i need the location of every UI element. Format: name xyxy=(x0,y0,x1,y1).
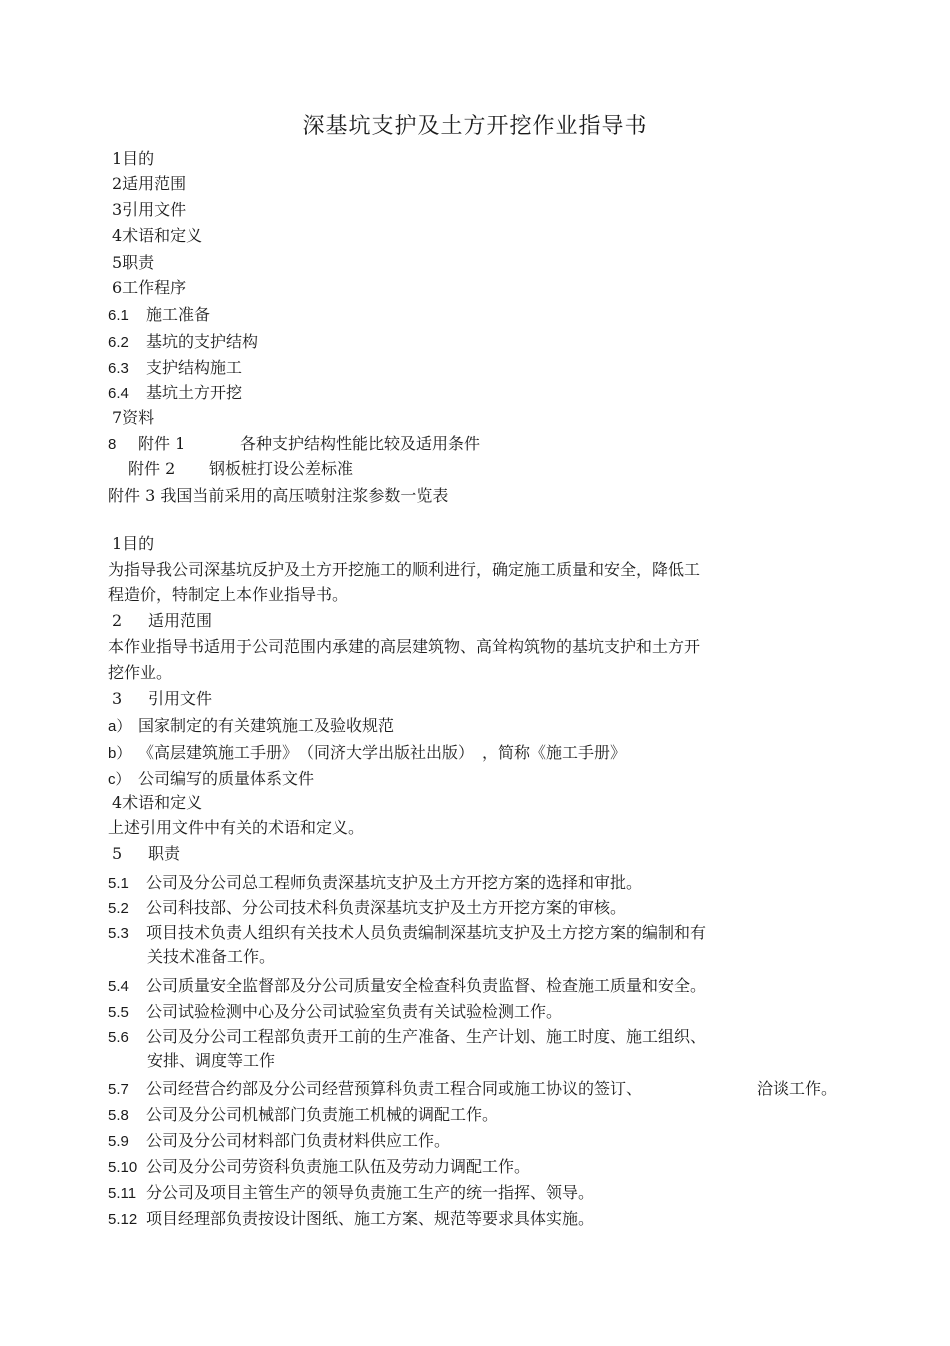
reference-c xyxy=(108,768,314,791)
duty-item xyxy=(108,1001,562,1024)
duty-text: 公司及分公司工程部负责开工前的生产准备、生产计划、施工时度、施工组织、 xyxy=(146,1027,707,1046)
duty-item xyxy=(108,1182,594,1205)
toc-item-6-1 xyxy=(108,304,210,327)
section-title: 职责 xyxy=(148,844,181,863)
duty-text: 公司经营合约部及分公司经营预算科负责工程合同或施工协议的签订、 xyxy=(146,1079,643,1098)
duty-number: 5.12 xyxy=(108,1211,138,1228)
toc-item-label: 支护结构施工 xyxy=(146,358,243,377)
list-marker: a） xyxy=(108,718,132,735)
duty-text: 公司及分公司总工程师负责深基坑支护及土方开挖方案的选择和审批。 xyxy=(146,873,643,892)
duty-item xyxy=(108,1130,450,1153)
section-number: 3 xyxy=(112,689,123,708)
section-4-para-line: 上述引用文件中有关的术语和定义。 xyxy=(108,818,365,837)
attachment-2-title: 钢板桩打设公差标准 xyxy=(209,459,354,478)
toc-item-label: 基坑土方开挖 xyxy=(146,383,243,402)
toc-item-6-2 xyxy=(108,331,258,354)
toc-item-2: 2适用范围 xyxy=(112,174,187,193)
attachment-1-title: 各种支护结构性能比较及适用条件 xyxy=(240,434,481,453)
list-text: 国家制定的有关建筑施工及验收规范 xyxy=(138,716,395,735)
duty-text: 项目经理部负责按设计图纸、施工方案、规范等要求具体实施。 xyxy=(146,1209,595,1228)
duty-item xyxy=(108,1208,594,1231)
list-text: 公司编写的质量体系文件 xyxy=(138,769,315,788)
duty-number: 5.3 xyxy=(108,925,129,942)
duty-item xyxy=(108,975,706,998)
duty-item xyxy=(108,1026,706,1049)
section-3-heading xyxy=(112,688,212,710)
toc-item-5: 5职责 xyxy=(112,253,155,272)
document-title: 深基坑支护及土方开挖作业指导书 xyxy=(302,114,648,139)
reference-b xyxy=(108,742,626,765)
toc-attachment-2 xyxy=(128,458,353,480)
duty-number: 5.2 xyxy=(108,900,129,917)
toc-attachment-3: 附件 3 我国当前采用的高压喷射注浆参数一览表 xyxy=(108,486,449,505)
toc-item-6-3 xyxy=(108,357,242,380)
toc-item-8 xyxy=(108,433,480,456)
duty-item xyxy=(108,1156,530,1179)
section-2-heading xyxy=(112,610,212,632)
duty-number: 5.1 xyxy=(108,875,129,892)
duty-number: 5.7 xyxy=(108,1081,129,1098)
duty-number: 5.10 xyxy=(108,1159,138,1176)
section-title: 引用文件 xyxy=(148,689,213,708)
section-number: 2 xyxy=(112,611,123,630)
attachment-2-label: 附件 2 xyxy=(128,459,176,478)
section-1-para-line: 为指导我公司深基坑反护及土方开挖施工的顺利进行，确定施工质量和安全，降低工 xyxy=(108,560,701,579)
toc-item-number: 8 xyxy=(108,436,117,453)
section-1-heading: 1目的 xyxy=(112,534,155,553)
duty-item xyxy=(108,872,642,895)
duty-number: 5.9 xyxy=(108,1133,129,1150)
duty-text-tail: 洽谈工作。 xyxy=(757,1079,838,1098)
duty-number: 5.8 xyxy=(108,1107,129,1124)
section-4-heading: 4术语和定义 xyxy=(112,793,203,812)
duty-item xyxy=(108,897,626,920)
duty-text: 公司及分公司机械部门负责施工机械的调配工作。 xyxy=(146,1105,499,1124)
toc-item-6-4 xyxy=(108,382,242,405)
section-2-para-line: 本作业指导书适用于公司范围内承建的高层建筑物、高耸构筑物的基坑支护和土方开 xyxy=(108,637,701,656)
duty-text: 公司科技部、分公司技术科负责深基坑支护及土方开挖方案的审核。 xyxy=(146,898,627,917)
toc-item-1: 1目的 xyxy=(112,149,155,168)
duty-text: 分公司及项目主管生产的领导负责施工生产的统一指挥、领导。 xyxy=(146,1183,595,1202)
duty-text-continuation: 安排、调度等工作 xyxy=(147,1051,276,1070)
duty-text: 公司质量安全监督部及分公司质量安全检查科负责监督、检查施工质量和安全。 xyxy=(146,976,707,995)
section-5-heading xyxy=(112,843,180,865)
duty-number: 5.11 xyxy=(108,1185,137,1202)
toc-item-3: 3引用文件 xyxy=(112,200,187,219)
duty-number: 5.4 xyxy=(108,978,129,995)
duty-text: 公司及分公司材料部门负责材料供应工作。 xyxy=(146,1131,451,1150)
duty-item xyxy=(108,1078,837,1101)
attachment-1-label: 附件 1 xyxy=(138,434,186,453)
duty-text: 公司及分公司劳资科负责施工队伍及劳动力调配工作。 xyxy=(146,1157,531,1176)
duty-text-continuation: 关技术准备工作。 xyxy=(147,947,276,966)
duty-item xyxy=(108,1104,498,1127)
section-2-para-line: 挖作业。 xyxy=(108,663,173,682)
reference-a xyxy=(108,715,394,738)
toc-item-number: 6.4 xyxy=(108,385,129,402)
toc-item-number: 6.1 xyxy=(108,307,129,324)
toc-item-label: 基坑的支护结构 xyxy=(146,332,259,351)
duty-item xyxy=(108,922,706,945)
duty-number: 5.6 xyxy=(108,1029,129,1046)
list-marker: b） xyxy=(108,745,132,762)
duty-text: 公司试验检测中心及分公司试验室负责有关试验检测工作。 xyxy=(146,1002,563,1021)
toc-item-number: 6.2 xyxy=(108,334,129,351)
toc-item-label: 施工准备 xyxy=(146,305,211,324)
list-text: 《高层建筑施工手册》 （同济大学出版社出版） ，简称《施工手册》 xyxy=(138,743,627,762)
duty-text: 项目技术负责人组织有关技术人员负责编制深基坑支护及土方挖方案的编制和有 xyxy=(146,923,707,942)
duty-number: 5.5 xyxy=(108,1004,129,1021)
section-1-para-line: 程造价，特制定上本作业指导书。 xyxy=(108,585,349,604)
toc-item-7: 7资料 xyxy=(112,408,155,427)
toc-item-6: 6工作程序 xyxy=(112,278,187,297)
section-number: 5 xyxy=(112,844,123,863)
toc-item-number: 6.3 xyxy=(108,360,129,377)
section-title: 适用范围 xyxy=(148,611,213,630)
list-marker: c） xyxy=(108,771,131,788)
toc-item-4: 4术语和定义 xyxy=(112,226,203,245)
